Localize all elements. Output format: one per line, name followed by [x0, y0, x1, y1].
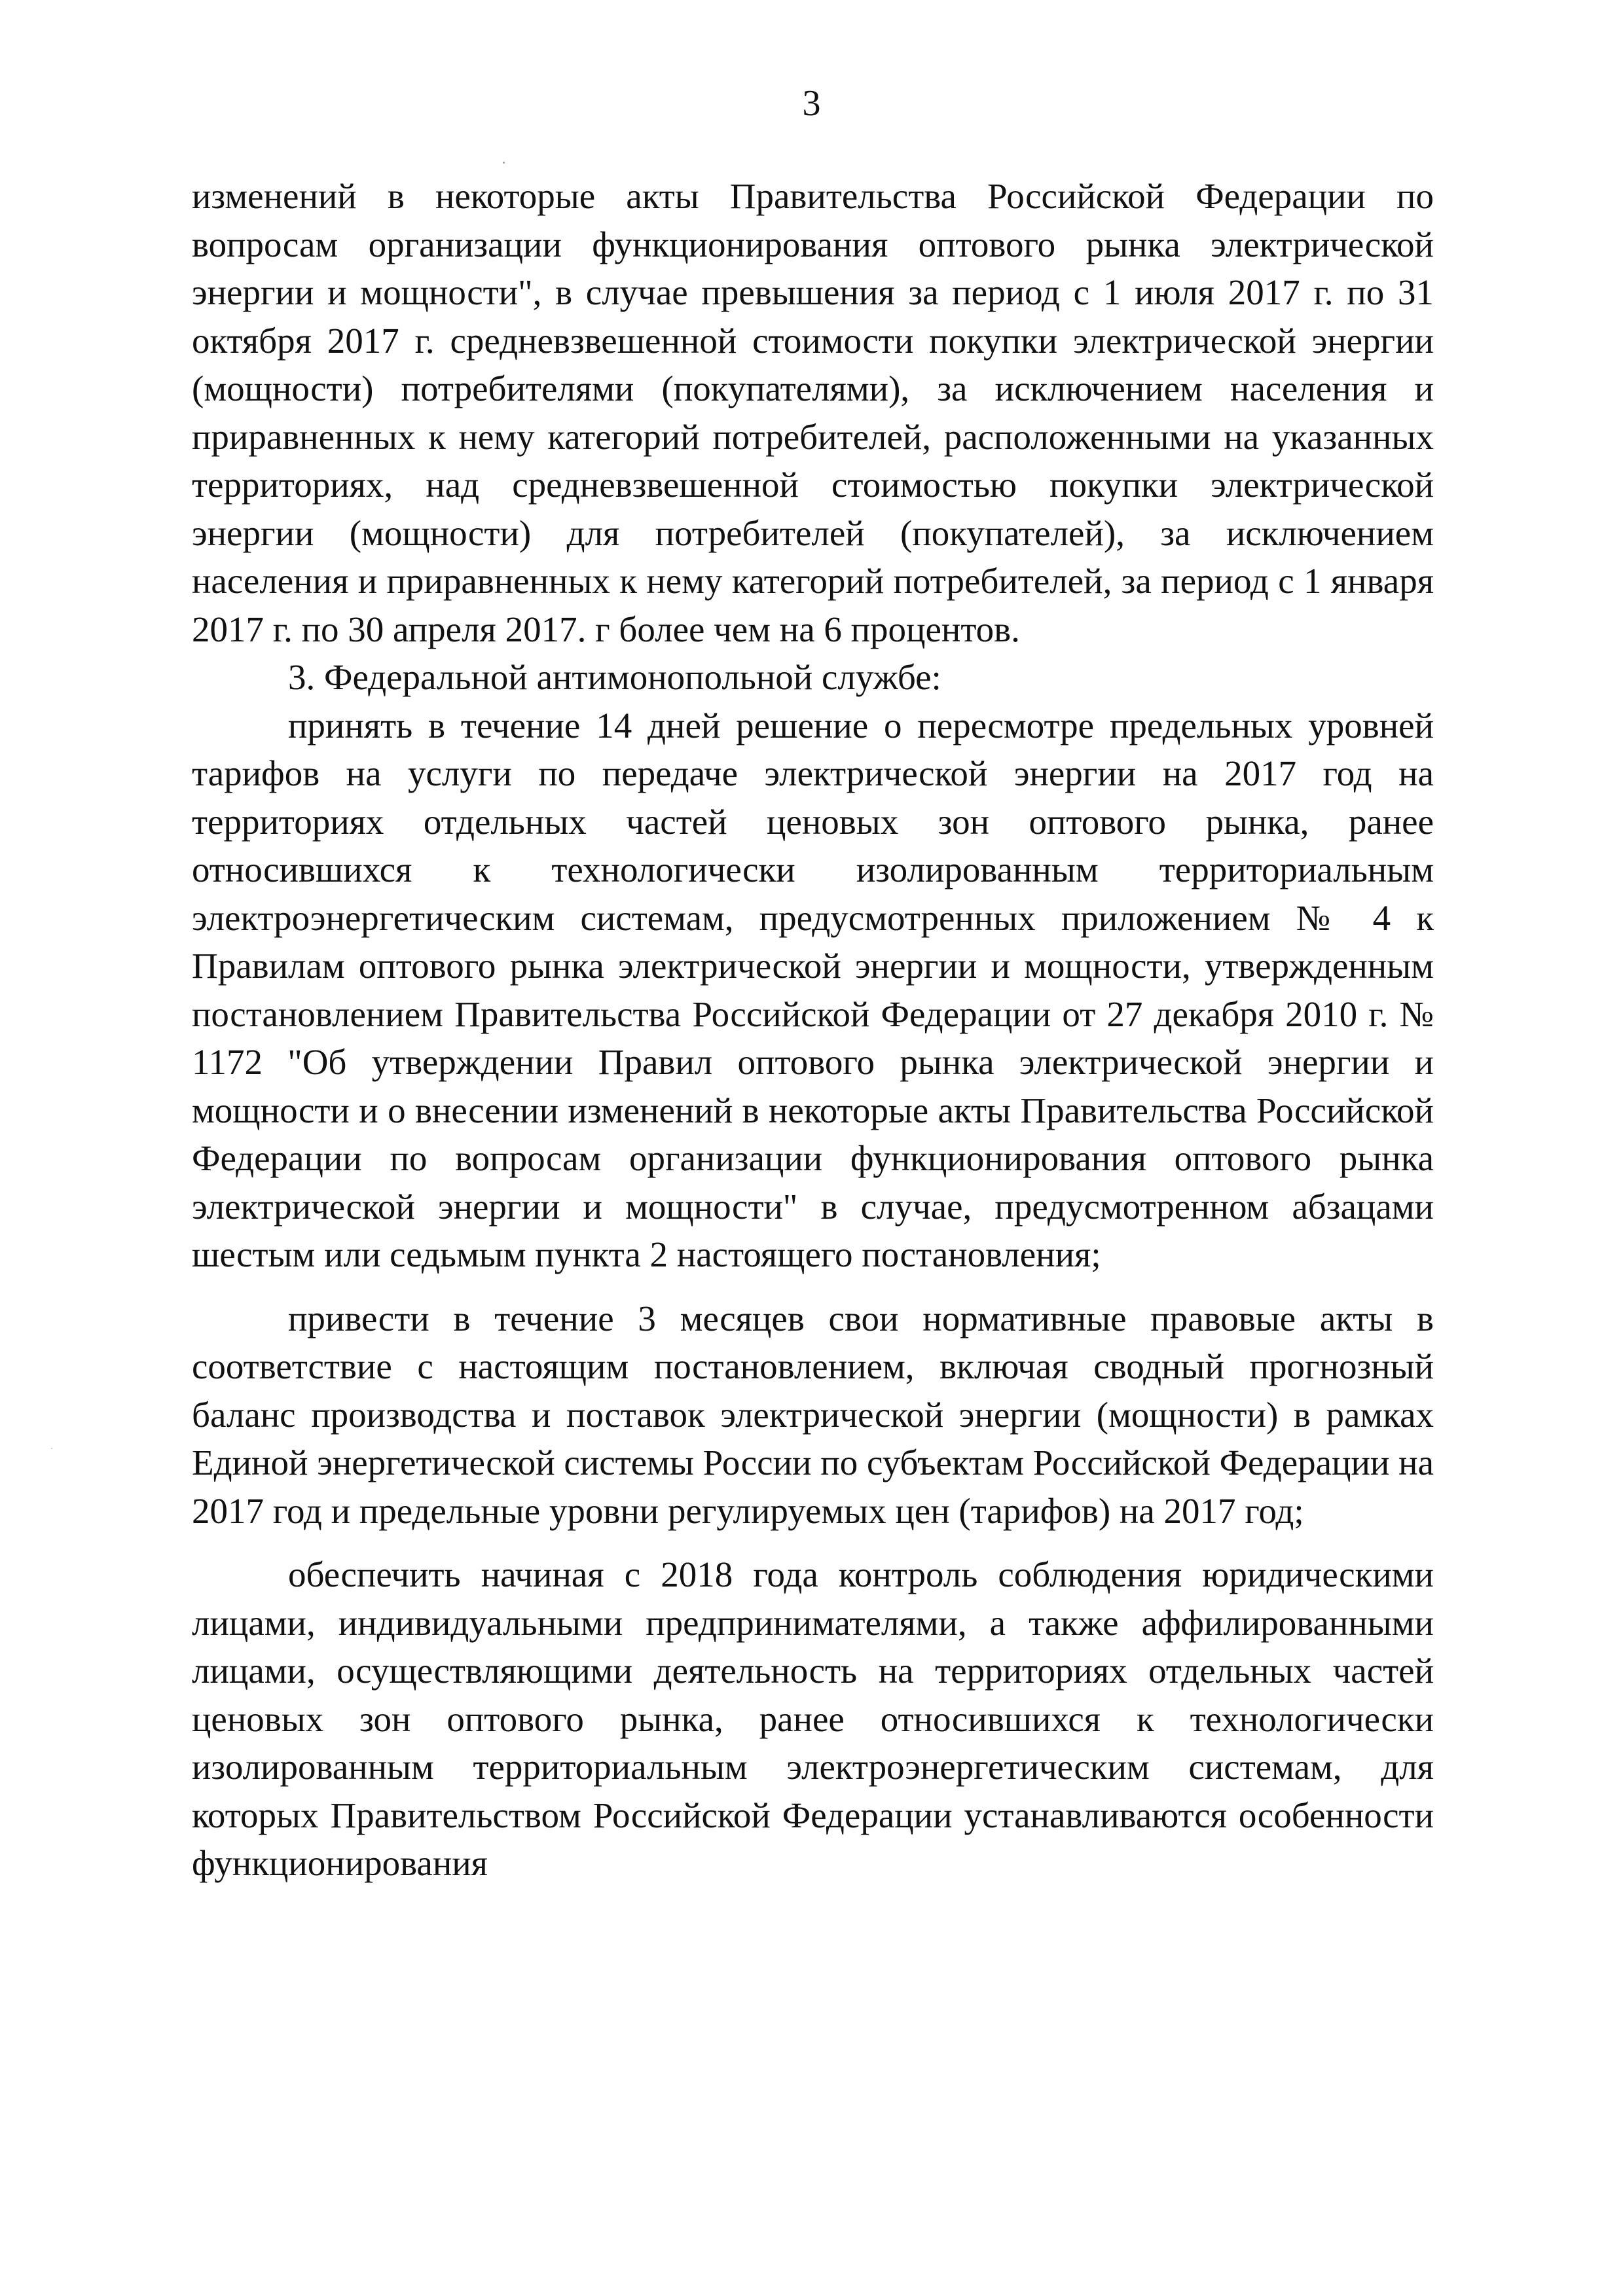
document-body [192, 172, 1434, 1888]
scan-speck [51, 1448, 52, 1449]
paragraph-normative-acts: привести в течение 3 месяцев свои нормативные правовые акты в соответствие с настоящим постановлением, включая сводный прогнозный баланс производства и поставок электрической энергии (мощности) в рамках Единой энергетической системы России по субъектам Российской Федерации на 2017 год и предельные уровни регулируемых цен (тарифов) на 2017 год; [192, 1298, 1434, 1531]
page-number: 3 [802, 83, 821, 124]
paragraph-section-3-heading: 3. Федеральной антимонопольной службе: [288, 657, 941, 697]
paragraph-continuation: изменений в некоторые акты Правительства Российской Федерации по вопросам организации функционирования оптового рынка электрической энергии и мощности", в случае превышения за период с 1 июля 2017 г. по 31 октября 2017 г. средневзвешенной стоимости покупки электрической энергии (мощности) потребителями (покупателями), за исключением населения и приравненных к нему категорий потребителей, расположенными на указанных территориях, над средневзвешенной стоимостью покупки электрической энергии (мощности) для потребителей (покупателей), за исключением населения и приравненных к нему категорий потребителей, за период с 1 января 2017 г. по 30 апреля 2017. г более чем на 6 процентов. [192, 176, 1434, 649]
scan-speck [503, 162, 505, 164]
paragraph-control-compliance: обеспечить начиная с 2018 года контроль соблюдения юридическими лицами, индивидуальными предпринимателями, а также аффилированными лицами, осуществляющими деятельность на территориях отдельных частей ценовых зон оптового рынка, ранее относившихся к технологически изолированным территориальным электроэнергетическим системам, для которых Правительством Российской Федерации устанавливаются особенности функционирования [192, 1554, 1434, 1883]
paragraph-decision-tariffs: принять в течение 14 дней решение о пересмотре предельных уровней тарифов на услуги по передаче электрической энергии на 2017 год на территориях отдельных частей ценовых зон оптового рынка, ранее относившихся к технологически изолированным территориальным электроэнергетическим системам, предусмотренных приложением № 4 к Правилам оптового рынка электрической энергии и мощности, утвержденным постановлением Правительства Российской Федерации от 27 декабря 2010 г. № 1172 "Об утверждении Правил оптового рынка электрической энергии и мощности и о внесении изменений в некоторые акты Правительства Российской Федерации по вопросам организации функционирования оптового рынка электрической энергии и мощности" в случае, предусмотренном абзацами шестым или седьмым пункта 2 настоящего постановления; [192, 705, 1434, 1274]
